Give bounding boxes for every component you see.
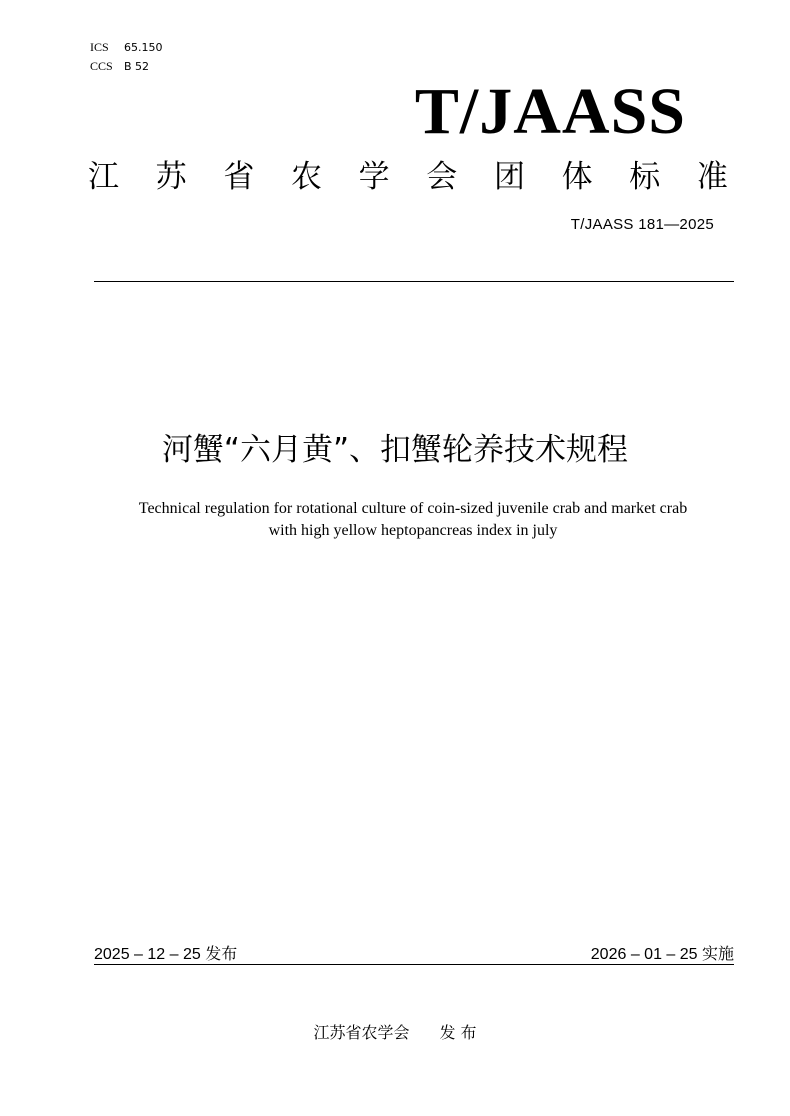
english-title-line: with high yellow heptopancreas index in july bbox=[268, 522, 558, 539]
org-title-char: 会 bbox=[426, 158, 458, 195]
publisher-action: 发 布 bbox=[439, 1023, 477, 1042]
org-title-char: 农 bbox=[290, 158, 322, 195]
english-title-line: Technical regulation for rotational culture of coin-sized juvenile crab and market crab bbox=[138, 500, 688, 517]
ics-label: ICS bbox=[90, 40, 109, 54]
publisher-line bbox=[0, 1020, 790, 1043]
org-title-char: 省 bbox=[223, 158, 255, 195]
org-title-char: 学 bbox=[358, 158, 390, 195]
org-title-char: 体 bbox=[561, 158, 593, 195]
publish-date: 2025 – 12 – 25 发布 bbox=[94, 946, 238, 963]
bottom-divider bbox=[94, 964, 734, 965]
org-title-char: 苏 bbox=[155, 158, 187, 195]
implement-date: 2026 – 01 – 25 实施 bbox=[590, 946, 734, 963]
standard-logo: T/JAASS bbox=[414, 75, 686, 148]
document-title-english bbox=[80, 498, 746, 542]
organization-title bbox=[88, 148, 728, 198]
org-title-char: 团 bbox=[493, 158, 525, 195]
org-title-char: 江 bbox=[88, 158, 119, 195]
classification-codes bbox=[90, 38, 163, 76]
org-title-char: 标 bbox=[629, 158, 661, 195]
ccs-code bbox=[90, 57, 163, 76]
ccs-value: B 52 bbox=[124, 60, 150, 73]
publisher-name: 江苏省农学会 bbox=[313, 1023, 410, 1042]
standard-number: T/JAASS 181—2025 bbox=[570, 216, 714, 233]
ics-value: 65.150 bbox=[124, 41, 163, 54]
ics-code bbox=[90, 38, 163, 57]
org-title-char: 准 bbox=[696, 158, 728, 195]
ccs-label: CCS bbox=[90, 59, 113, 73]
document-title-chinese: 河蟹“六月黄”、扣蟹轮养技术规程 bbox=[161, 432, 629, 468]
top-divider bbox=[94, 281, 734, 282]
